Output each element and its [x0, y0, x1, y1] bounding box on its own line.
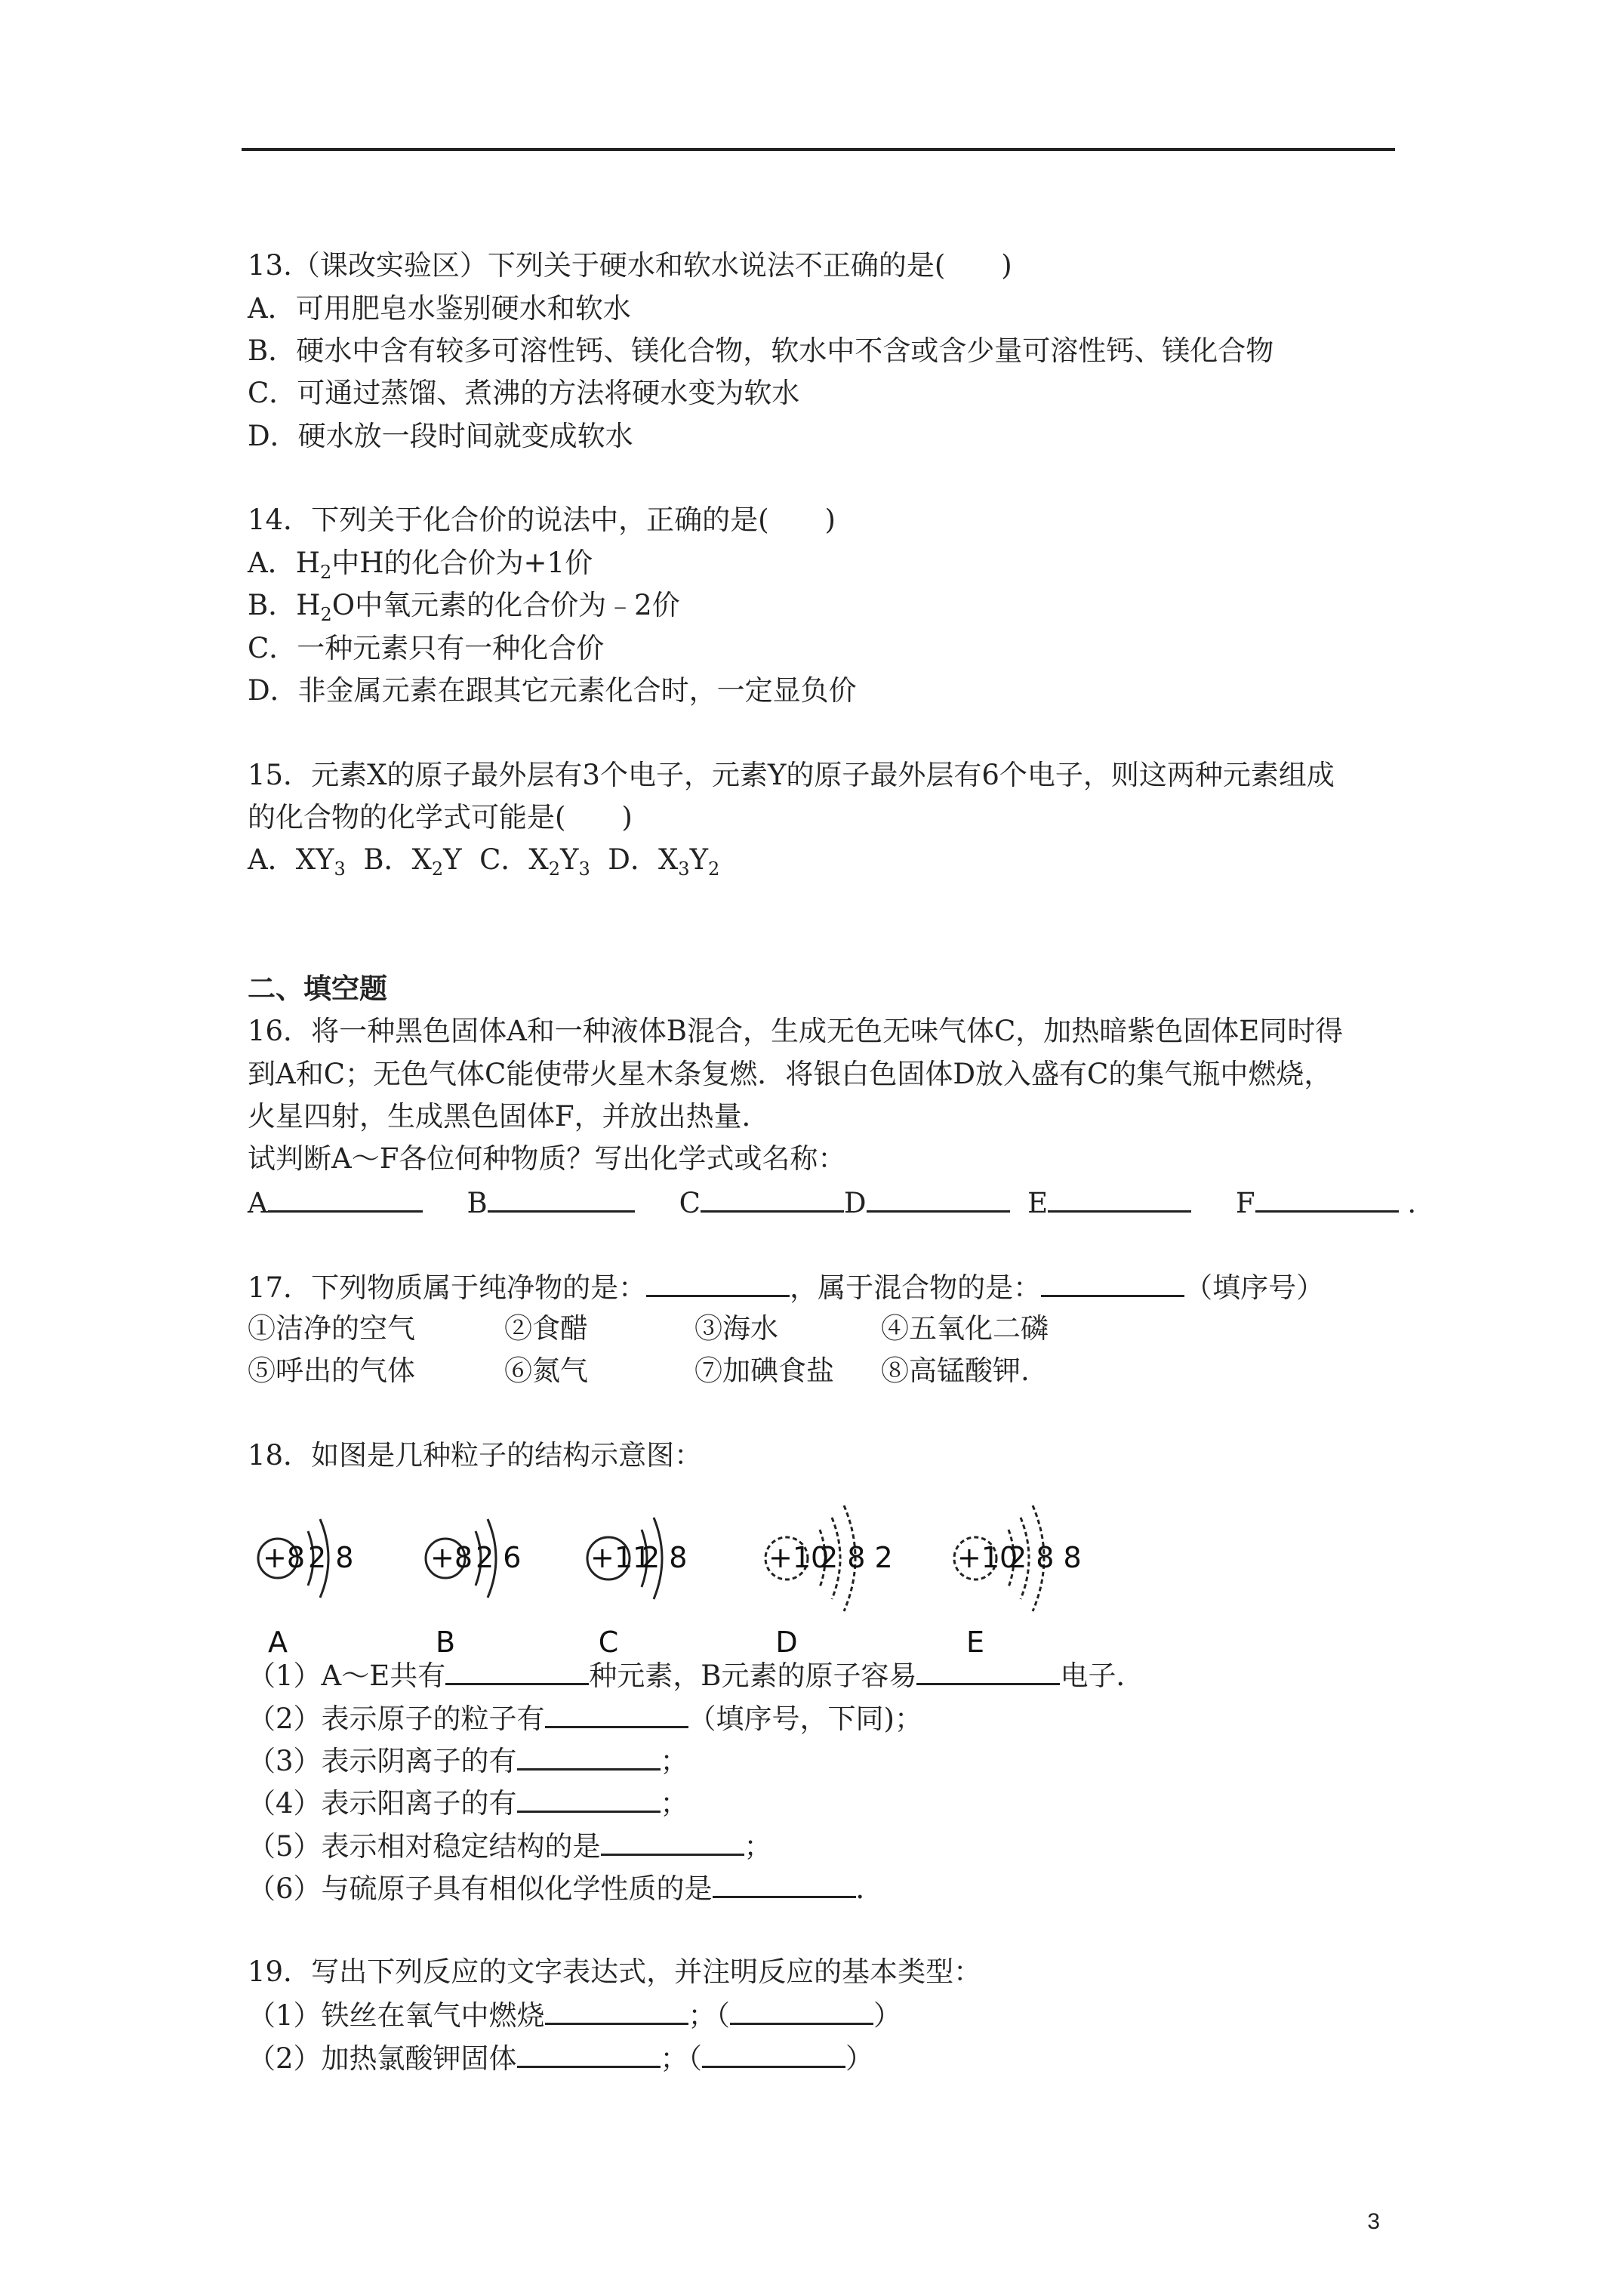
nucleus-c: +11: [590, 1541, 651, 1574]
particle-e: [954, 1505, 1082, 1659]
q15-stem-line1: 15．元素X的原子最外层有3个电子，元素Y的原子最外层有6个电子，则这两种元素组成: [248, 759, 1335, 791]
q16-line2: 到A和C；无色气体C能使带火星木条复燃．将银白色固体D放入盛有C的集气瓶中燃烧，: [248, 1058, 1332, 1090]
label-c: C: [598, 1626, 619, 1659]
q17-item-8: ⑧高锰酸钾.: [881, 1354, 1030, 1387]
q14-stem: 14．下列关于化合价的说法中，正确的是( ): [248, 504, 836, 536]
nucleus-b: +8: [430, 1541, 473, 1574]
q15-option-c: C．$X_2Y_3$: [479, 843, 590, 880]
q14-option-d: D．非金属元素在跟其它元素化合时，一定显负价: [248, 674, 857, 707]
header-rule: [242, 148, 1395, 151]
shells-d: 2 8 2: [820, 1541, 893, 1574]
label-d: D: [775, 1626, 798, 1659]
nucleus-d: +10: [768, 1541, 830, 1574]
q16-line4: 试判断A～F各位何种物质？写出化学式或名称：: [248, 1142, 846, 1175]
q18-blank-atoms[interactable]: [545, 1703, 688, 1728]
q15-option-a: A．$XY_3$: [248, 843, 346, 880]
label-a: A: [268, 1626, 288, 1659]
q19-part1: （1）铁丝在氧气中燃烧 ；（ ）: [248, 1999, 902, 2032]
q17-blank-mixture[interactable]: [1041, 1272, 1184, 1297]
q16-answer-row: A B C D E F .: [248, 1187, 1417, 1219]
q15-stem-line2: 的化合物的化学式可能是( ): [248, 801, 633, 834]
q17-stem: 17．下列物质属于纯净物的是： ，属于混合物的是： （填序号）: [248, 1271, 1325, 1304]
q17-item-7: ⑦加碘食盐: [694, 1354, 834, 1387]
q18-blank-sulfur-like[interactable]: [713, 1873, 856, 1898]
q18-blank-electron[interactable]: [916, 1660, 1060, 1685]
page-number: 3: [1367, 2209, 1380, 2234]
q16-blank-a[interactable]: [268, 1188, 423, 1213]
q13-option-d: D．硬水放一段时间就变成软水: [248, 420, 633, 452]
q17-item-5: ⑤呼出的气体: [248, 1354, 415, 1387]
q14-option-c: C．一种元素只有一种化合价: [248, 632, 605, 664]
q18-part1: （1）A～E共有 种元素，B元素的原子容易 电子．: [248, 1660, 1144, 1692]
particle-d: [765, 1505, 893, 1659]
q16-blank-d[interactable]: [867, 1188, 1010, 1213]
particle-a: [258, 1519, 353, 1659]
q18-part5: （5）表示相对稳定结构的是 ；: [248, 1830, 772, 1863]
q18-blank-anions[interactable]: [517, 1746, 661, 1771]
particle-structure-diagram: [248, 1487, 1108, 1676]
q13-stem: 13.（课改实验区）下列关于硬水和软水说法不正确的是( ): [248, 249, 1012, 282]
label-b: B: [435, 1626, 456, 1659]
q16-blank-b[interactable]: [488, 1188, 635, 1213]
q13-option-c: C．可通过蒸馏、煮沸的方法将硬水变为软水: [248, 377, 800, 409]
q17-item-1: ①洁净的空气: [248, 1312, 415, 1345]
q15-option-b: B．$X_2Y$: [363, 843, 462, 880]
q18-blank-cations[interactable]: [517, 1788, 661, 1813]
q19-blank-iron-type[interactable]: [730, 2000, 873, 2025]
particle-c: [587, 1518, 687, 1659]
q16-line3: 火星四射，生成黑色固体F，并放出热量．: [248, 1100, 770, 1133]
q17-item-3: ③海水: [694, 1312, 778, 1345]
q19-blank-kclo3-expression[interactable]: [517, 2043, 661, 2068]
label-e: E: [965, 1626, 985, 1659]
q16-blank-e[interactable]: [1048, 1188, 1191, 1213]
q17-item-4: ④五氧化二磷: [881, 1312, 1049, 1345]
q14-option-b: B．$H_2O$中氧元素的化合价为﹣2价: [248, 589, 680, 625]
q13-option-b: B．硬水中含有较多可溶性钙、镁化合物，软水中不含或含少量可溶性钙、镁化合物: [248, 334, 1274, 367]
section-title: 二、填空题: [248, 972, 387, 1005]
q18-part6: （6）与硫原子具有相似化学性质的是 ．: [248, 1872, 884, 1905]
q16-blank-c[interactable]: [701, 1188, 844, 1213]
q18-part3: （3）表示阴离子的有 ；: [248, 1745, 688, 1777]
q17-item-6: ⑥氮气: [504, 1354, 588, 1387]
q19-blank-kclo3-type[interactable]: [702, 2043, 845, 2068]
shells-b: 2 6: [476, 1541, 522, 1574]
q17-blank-pure[interactable]: [646, 1272, 790, 1297]
q16-blank-f[interactable]: [1255, 1188, 1399, 1213]
particle-b: [426, 1519, 521, 1659]
q18-blank-element-count[interactable]: [445, 1660, 589, 1685]
shells-e: 2 8 8: [1009, 1541, 1082, 1574]
shells-c: 2 8: [642, 1541, 688, 1574]
nucleus-a: +8: [263, 1541, 306, 1574]
q15-option-d: D．$X_3Y_2$: [608, 843, 720, 880]
q18-part4: （4）表示阳离子的有 ；: [248, 1787, 688, 1820]
q18-blank-stable[interactable]: [601, 1831, 744, 1856]
q18-part2: （2）表示原子的粒子有 （填序号，下同)；: [248, 1703, 922, 1735]
shells-a: 2 8: [308, 1541, 354, 1574]
q13-option-a: A．可用肥皂水鉴别硬水和软水: [248, 292, 631, 325]
q17-item-2: ②食醋: [504, 1312, 588, 1345]
q18-stem: 18．如图是几种粒子的结构示意图：: [248, 1439, 703, 1472]
q15-options: [248, 843, 720, 880]
q14-option-a: A．$H_2$中H的化合价为+1价: [248, 547, 593, 583]
q16-line1: 16．将一种黑色固体A和一种液体B混合，生成无色无味气体C，加热暗紫色固体E同时得: [248, 1015, 1344, 1047]
q19-part2: （2）加热氯酸钾固体 ；（ ）: [248, 2042, 874, 2075]
nucleus-e: +10: [957, 1541, 1018, 1574]
q19-blank-iron-expression[interactable]: [545, 2000, 688, 2025]
q19-stem: 19．写出下列反应的文字表达式，并注明反应的基本类型：: [248, 1955, 982, 1988]
